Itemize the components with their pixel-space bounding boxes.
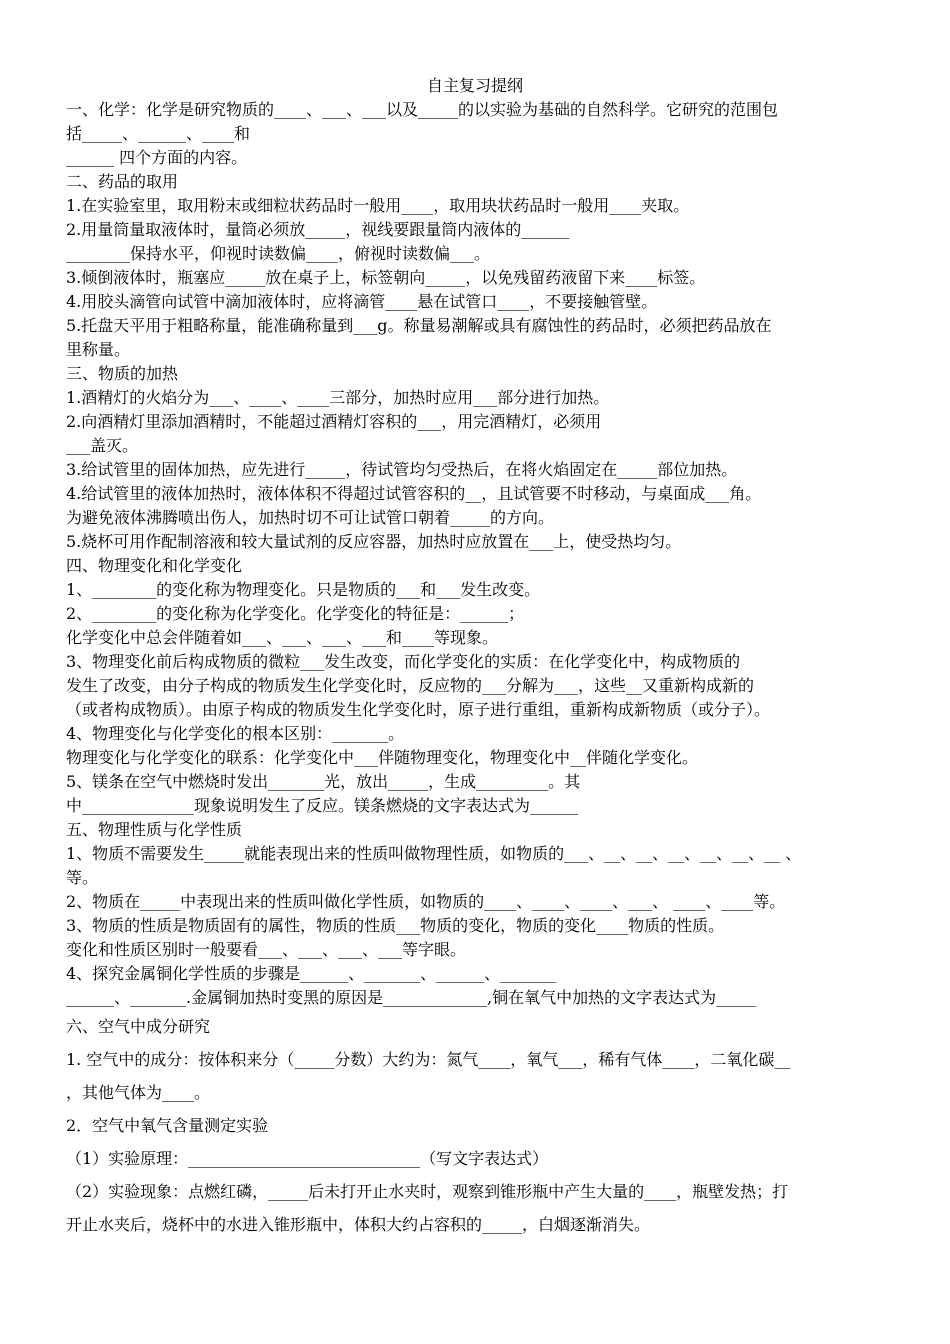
text-line: 1、________的变化称为物理变化。只是物质的___和___发生改变。 [66,580,541,599]
text-line: 2.用量筒量取液体时，量筒必须放_____，视线要跟量筒内液体的______ [66,220,570,239]
text-line: ___盖灭。 [66,436,139,455]
document-title: 自主复习提纲 [426,76,523,95]
text-line: ________保持水平，仰视时读数偏____，俯视时读数偏___。 [66,244,491,263]
text-line: 5.托盘天平用于粗略称量，能准确称量到___g。称量易潮解或具有腐蚀性的药品时，必须把药品放在 [66,316,772,335]
section-heading: 二、药品的取用 [66,172,179,191]
text-line: ，其他气体为____。 [66,1083,211,1102]
section-heading: 三、物质的加热 [66,364,179,383]
text-line: 4.给试管里的液体加热时，液体体积不得超过试管容积的__，且试管要不时移动，与桌面成___角。 [66,484,762,503]
text-line: 里称量。 [66,340,131,359]
document-body [66,98,886,1241]
text-line: 开止水夹后，烧杯中的水进入锥形瓶中，体积大约占容积的_____，白烟逐渐消失。 [66,1215,651,1234]
section-heading: 六、空气中成分研究 [66,1017,211,1036]
text-line: 为避免液体沸腾喷出伤人，加热时切不可让试管口朝着_____的方向。 [66,508,555,527]
section-heading: 五、物理性质与化学性质 [66,820,243,839]
text-line: 4、物理变化与化学变化的根本区别：_______。 [66,724,405,743]
text-line: ______、_______.金属铜加热时变黑的原因是_____________,铜在氧气中加热的文字表达式为_____ [66,988,757,1007]
text-line: 一、化学：化学是研究物质的____、___、___以及_____的以实验为基础的自然科学。它研究的范围包 [66,100,779,119]
text-line: 2、________的变化称为化学变化。化学变化的特征是：______； [66,604,525,623]
text-line: 变化和性质区别时一般要看___、___、___、___等字眼。 [66,940,467,959]
text-line: 中______________现象说明发生了反应。镁条燃烧的文字表达式为______ [66,796,579,815]
text-line: 5.烧杯可用作配制溶液和较大量试剂的反应容器，加热时应放置在___上，使受热均匀。 [66,532,682,551]
text-line: （或者构成物质）。由原子构成的物质发生化学变化时，原子进行重组，重新构成新物质（或分子）。 [66,700,771,719]
text-line: 3、物质的性质是物质固有的属性，物质的性质___物质的变化，物质的变化____物质的性质。 [66,916,725,935]
text-line: 5、镁条在空气中燃烧时发出_______光，放出_____，生成_________。其 [66,772,581,791]
text-line: 等。 [66,868,99,887]
text-line: 物理变化与化学变化的联系：化学变化中___伴随物理变化，物理变化中__伴随化学变化。 [66,748,699,767]
section-heading: 四、物理变化和化学变化 [66,556,243,575]
text-line: （2）实验现象：点燃红磷，_____后未打开止水夹时，观察到锥形瓶中产生大量的____，瓶壁发热；打 [66,1182,789,1201]
text-line: 2.向酒精灯里添加酒精时，不能超过酒精灯容积的___，用完酒精灯，必须用 [66,412,602,431]
text-line: 化学变化中总会伴随着如___、___、___、___和____等现象。 [66,628,499,647]
text-line: 发生了改变，由分子构成的物质发生化学变化时，反应物的___分解为___，这些__又重新构成新的 [66,676,755,695]
text-line: ______ 四个方面的内容。 [66,148,248,167]
text-line: 3、物理变化前后构成物质的微粒___发生改变，而化学变化的实质：在化学变化中，构成物质的 [66,652,741,671]
text-line: 1、物质不需要发生_____就能表现出来的性质叫做物理性质，如物质的___、__、__、__、__、__、__ 、 [66,844,802,863]
text-line: 3.倾倒液体时，瓶塞应_____放在桌子上，标签朝向_____，以免残留药液留下来____标签。 [66,268,706,287]
text-line: 2．空气中氧气含量测定实验 [66,1116,269,1135]
text-line: 4、探究金属铜化学性质的步骤是______、_______、______、_______ [66,964,557,983]
text-line: 3.给试管里的固体加热，应先进行_____，待试管均匀受热后，在将火焰固定在_____部位加热。 [66,460,738,479]
text-line: 4.用胶头滴管向试管中滴加液体时，应将滴管____悬在试管口____，不要接触管壁。 [66,292,658,311]
text-line: 1. 空气中的成分：按体积来分（_____分数）大约为：氮气____，氧气___，稀有气体____，二氧化碳__ [66,1050,791,1069]
text-line: 1.在实验室里，取用粉末或细粒状药品时一般用____，取用块状药品时一般用____夹取。 [66,196,690,215]
text-line: 2、物质在_____中表现出来的性质叫做化学性质，如物质的____、____、____、___、 ____、____等。 [66,892,786,911]
text-line: 括_____、______、____和 [66,124,251,143]
text-line: （1）实验原理：_____________________________（写文字表达式） [66,1149,549,1168]
text-line: 1.酒精灯的火焰分为___、____、____三部分，加热时应用___部分进行加热。 [66,388,610,407]
